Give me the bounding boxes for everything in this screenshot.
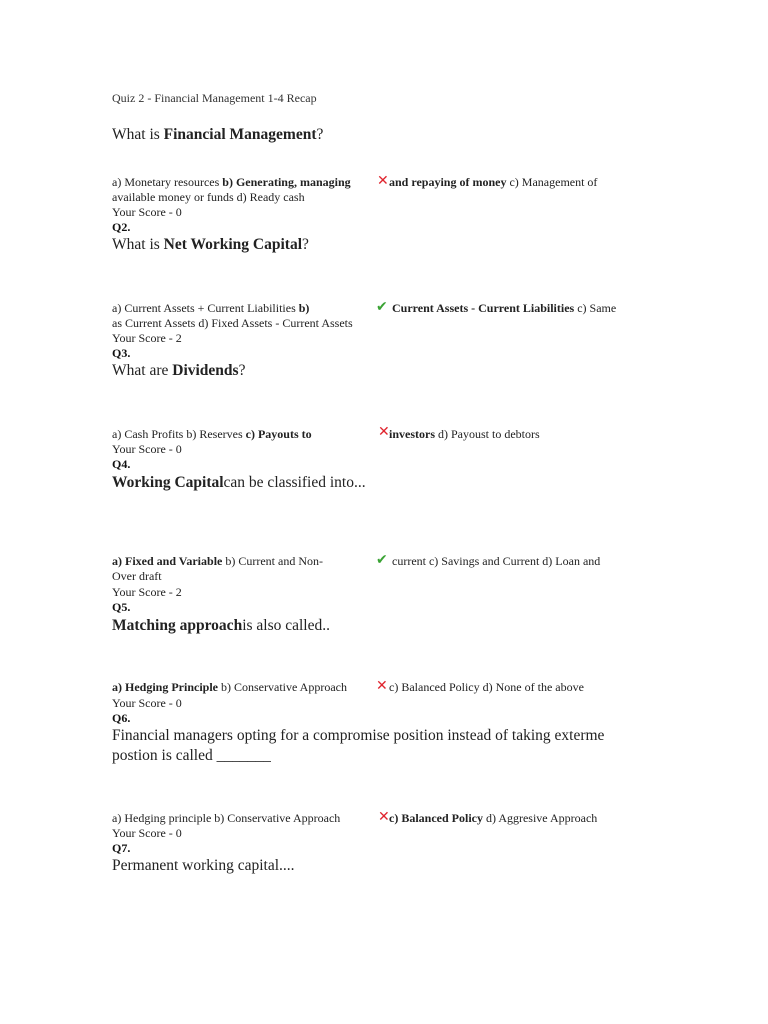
- q6-option-c: c) Balanced Policy: [389, 811, 483, 825]
- q4-option-b-part1: b) Current and Non-: [222, 554, 323, 568]
- question-2-prefix: What is: [112, 236, 164, 253]
- question-5-text: [112, 617, 330, 635]
- score-value: 2: [175, 585, 182, 599]
- q4-option-a: a) Fixed and Variable: [112, 554, 223, 568]
- q5-option-b: b) Conservative Approach: [218, 680, 347, 694]
- question-2-options-line2: as Current Assets d) Fixed Assets - Current Assets: [112, 316, 353, 330]
- check-icon: ✔: [376, 299, 388, 315]
- q1-option-b-part2: and repaying of money: [389, 175, 507, 189]
- question-4-score: [112, 585, 182, 600]
- cross-icon: ✕: [378, 424, 390, 440]
- question-4-text: [112, 474, 366, 492]
- question-4-term: Working Capital: [112, 474, 224, 491]
- question-1-score: [112, 205, 182, 220]
- question-3-term: Dividends: [172, 362, 239, 379]
- q1-option-b-part1: b) Generating, managing: [222, 175, 351, 189]
- q2-option-a: a) Current Assets + Current Liabilities: [112, 301, 299, 315]
- cross-icon: ✕: [377, 173, 389, 189]
- question-2-score: [112, 331, 182, 346]
- question-1-suffix: ?: [316, 126, 324, 143]
- q1-option-a: a) Monetary resources: [112, 175, 223, 189]
- cross-icon: ✕: [378, 809, 390, 825]
- question-1-prefix: What is: [112, 126, 164, 143]
- question-6-text-line1: Financial managers opting for a compromise position instead of taking exterme: [112, 727, 605, 744]
- question-6-number: Q6.: [112, 711, 131, 725]
- question-1-options-line2: available money or funds d) Ready cash: [112, 190, 305, 204]
- check-icon: ✔: [376, 552, 388, 568]
- q3-options-line1-rest: [389, 427, 540, 442]
- q1-options-line1-rest: [389, 175, 597, 190]
- q6-option-d: d) Aggresive Approach: [482, 811, 598, 825]
- question-5-score: [112, 696, 182, 711]
- question-6-score: [112, 826, 182, 841]
- question-2-text: [112, 236, 309, 254]
- question-4-number: Q4.: [112, 457, 131, 471]
- q3-option-d: d) Payoust to debtors: [435, 427, 540, 441]
- question-5-suffix: is also called..: [242, 617, 330, 634]
- q3-option-ab: a) Cash Profits b) Reserves: [112, 427, 246, 441]
- score-label: Your Score -: [112, 205, 176, 219]
- score-label: Your Score -: [112, 826, 176, 840]
- question-1-options-line1: [112, 175, 351, 190]
- score-label: Your Score -: [112, 585, 176, 599]
- question-4-suffix: can be classified into...: [223, 474, 366, 491]
- question-7-text: Permanent working capital....: [112, 857, 295, 874]
- question-1-term: Financial Management: [163, 126, 317, 143]
- question-3-suffix: ?: [238, 362, 246, 379]
- score-label: Your Score -: [112, 331, 176, 345]
- question-2-suffix: ?: [302, 236, 309, 253]
- score-value: 2: [175, 331, 182, 345]
- score-value: 0: [175, 826, 182, 840]
- question-3-prefix: What are: [112, 362, 173, 379]
- question-3-text: [112, 362, 245, 380]
- q5-options-line1-rest: c) Balanced Policy d) None of the above: [389, 680, 584, 694]
- q5-option-a: a) Hedging Principle: [112, 680, 218, 694]
- score-value: 0: [175, 442, 182, 456]
- q2-option-c: c) Same: [574, 301, 617, 315]
- question-6-text-line2: postion is called _______: [112, 747, 271, 764]
- question-2-term: Net Working Capital: [163, 236, 303, 253]
- cross-icon: ✕: [376, 678, 388, 694]
- question-6-options-line1: a) Hedging principle b) Conservative Approach: [112, 811, 341, 825]
- score-value: 0: [175, 205, 182, 219]
- q2-options-line1-rest: [392, 301, 616, 316]
- q3-option-c-part2: investors: [389, 427, 435, 441]
- question-3-number: Q3.: [112, 346, 131, 360]
- question-5-options-line1: [112, 680, 347, 695]
- q1-option-c: c) Management of: [506, 175, 598, 189]
- question-3-score: [112, 442, 182, 457]
- question-5-number: Q5.: [112, 600, 131, 614]
- question-1-text: [112, 126, 323, 144]
- question-7-number: Q7.: [112, 841, 131, 855]
- score-label: Your Score -: [112, 696, 176, 710]
- score-value: 0: [175, 696, 182, 710]
- q2-option-b-text: Current Assets - Current Liabilities: [392, 301, 575, 315]
- q4-options-line1-rest: current c) Savings and Current d) Loan and: [392, 554, 601, 568]
- question-4-options-line2: Over draft: [112, 569, 162, 583]
- question-2-number: Q2.: [112, 220, 131, 234]
- question-2-options-line1: [112, 301, 309, 316]
- question-4-options-line1: [112, 554, 323, 569]
- q3-option-c-part1: c) Payouts to: [245, 427, 312, 441]
- q6-options-line1-rest: [389, 811, 597, 826]
- score-label: Your Score -: [112, 442, 176, 456]
- question-3-options-line1: [112, 427, 312, 442]
- question-5-term: Matching approach: [112, 617, 243, 634]
- document-title: Quiz 2 - Financial Management 1-4 Recap: [112, 91, 317, 105]
- q2-option-b-label: b): [298, 301, 310, 315]
